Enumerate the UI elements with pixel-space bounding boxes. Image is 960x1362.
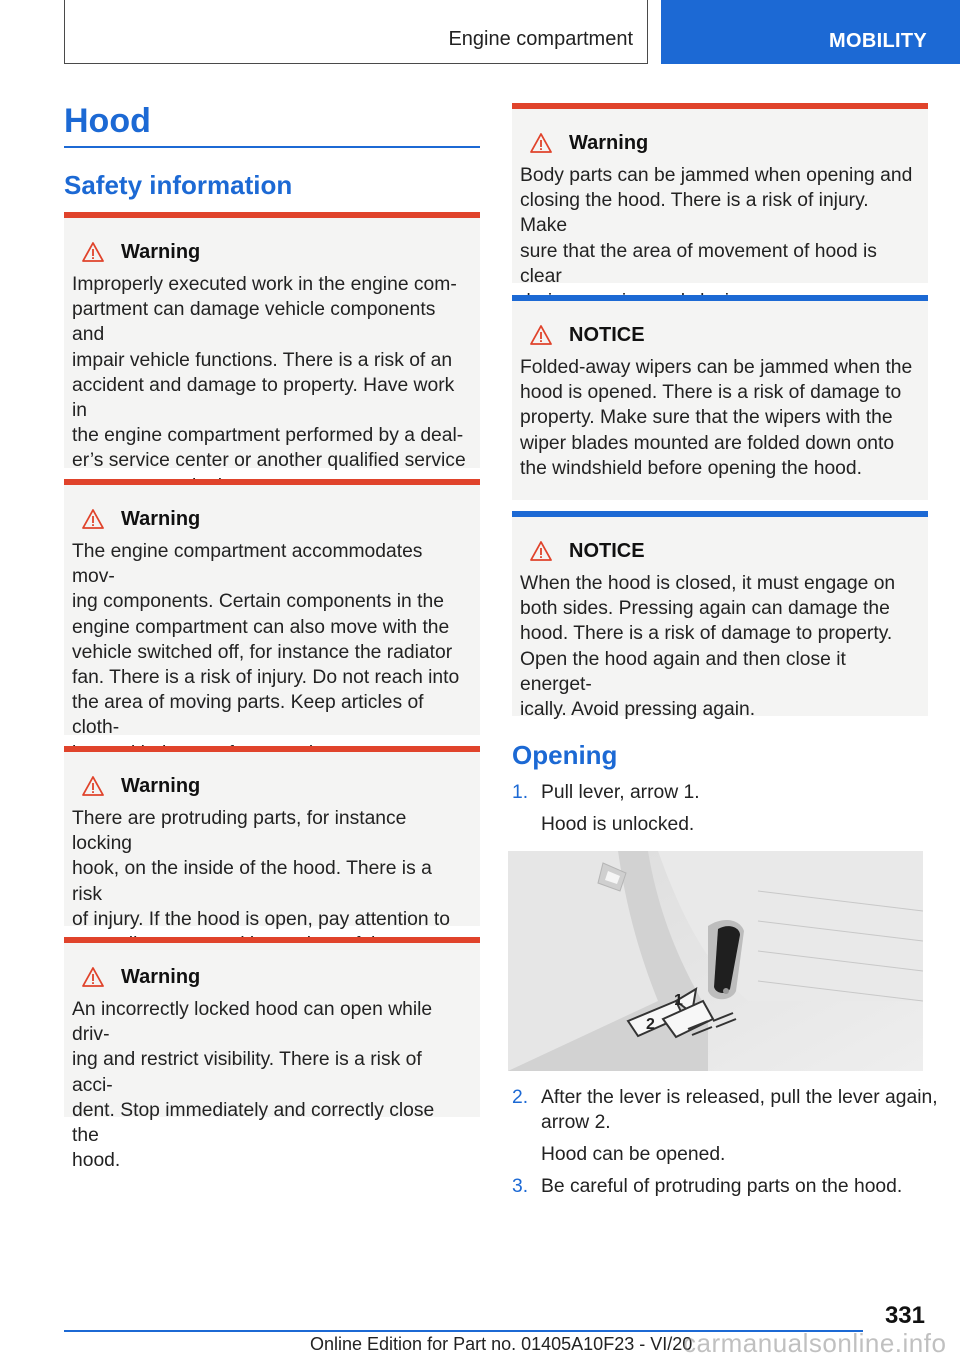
notice-text: When the hood is closed, it must engage on both sides. Pressing again can damage the hood. There is a risk of damage to property. Open the hood again and then close it energet- ically. Avoid pressing again. xyxy=(520,573,896,721)
step-text: Be careful of protruding parts on the hood. xyxy=(541,1176,903,1197)
notice-box xyxy=(512,295,928,500)
notice-bar xyxy=(512,511,928,517)
warning-triangle-icon xyxy=(82,242,104,262)
header-chapter-title: MOBILITY xyxy=(829,30,927,52)
warning-text: Body parts can be jammed when opening and closing the hood. There is a risk of injury. Make sure that the area of movement of hood is clear xyxy=(520,165,913,287)
notice-label: NOTICE xyxy=(569,323,645,346)
warning-triangle-icon xyxy=(530,325,552,345)
notice-text: Folded-away wipers can be jammed when the hood is opened. There is a risk of damage to property. Make sure that the wipers with the wiper blades mounted are folded down onto the windshield before opening the hood. xyxy=(520,357,913,479)
warning-box xyxy=(64,479,480,739)
notice-box xyxy=(512,511,928,721)
warning-text: The engine compartment accommodates mov- ing components. Certain components in the engine compartment can also move with the vehicle switched off, for instance the radiator fan. There is a risk of injury. Do not reach into the area of moving parts. Keep articles of cloth- xyxy=(72,541,460,739)
step-number: 3. xyxy=(512,1176,529,1197)
header-chapter-tab xyxy=(661,0,960,64)
warning-text: An incorrectly locked hood can open while driv- ing and restrict visibility. There is a risk of acci- dent. Stop immediately and correctly close the hood. xyxy=(72,999,435,1172)
step-text: Pull lever, arrow 1. xyxy=(541,782,700,803)
warning-triangle-icon xyxy=(82,509,104,529)
step-number: 1. xyxy=(512,782,529,803)
hood-lever-illustration xyxy=(508,851,923,1071)
watermark: carmanualsonline.info xyxy=(683,1328,947,1358)
warning-text: There are protruding parts, for instance locking hook, on the inside of the hood. There is a risk of injury. If the hood is open, pay attention to xyxy=(72,808,451,930)
warning-label: Warning xyxy=(569,131,649,154)
warning-bar xyxy=(512,103,928,109)
step-result: Hood is unlocked. xyxy=(541,814,695,835)
page-title: Hood xyxy=(64,102,151,140)
header-section-title: Engine compartment xyxy=(448,28,633,50)
warning-triangle-icon xyxy=(530,541,552,561)
warning-box xyxy=(64,212,480,472)
notice-label: NOTICE xyxy=(569,539,645,562)
footer-edition: Online Edition for Part no. 01405A10F23 - VI/20 xyxy=(310,1334,693,1354)
warning-bar xyxy=(64,937,480,943)
warning-box xyxy=(512,103,928,287)
warning-label: Warning xyxy=(121,774,201,797)
warning-label: Warning xyxy=(121,965,201,988)
safety-heading: Safety information xyxy=(64,170,293,200)
warning-label: Warning xyxy=(121,240,201,263)
warning-triangle-icon xyxy=(82,776,104,796)
arrow-1-label: 1 xyxy=(674,992,683,1009)
step-number: 2. xyxy=(512,1087,529,1108)
warning-triangle-icon xyxy=(530,133,552,153)
notice-bar xyxy=(512,295,928,301)
warning-triangle-icon xyxy=(82,967,104,987)
page-number: 331 xyxy=(884,1302,925,1329)
warning-bar xyxy=(64,212,480,218)
opening-heading: Opening xyxy=(512,740,618,770)
warning-bar xyxy=(64,479,480,485)
warning-bar xyxy=(64,746,480,752)
step-result: Hood can be opened. xyxy=(541,1144,726,1165)
step-text: After the lever is released, pull the lever again, arrow 2. xyxy=(541,1087,938,1133)
warning-label: Warning xyxy=(121,507,201,530)
warning-box xyxy=(64,746,480,930)
header-section-tab xyxy=(64,0,648,64)
title-divider xyxy=(64,146,480,148)
warning-text: Improperly executed work in the engine com- partment can damage vehicle components and impair vehicle functions. There is a risk of an accident and damage to property. Have work in the engine compartment performed by a deal- er’s service center or another qualified service xyxy=(72,274,466,472)
warning-box xyxy=(64,937,480,1172)
arrow-2-label: 2 xyxy=(646,1016,655,1033)
